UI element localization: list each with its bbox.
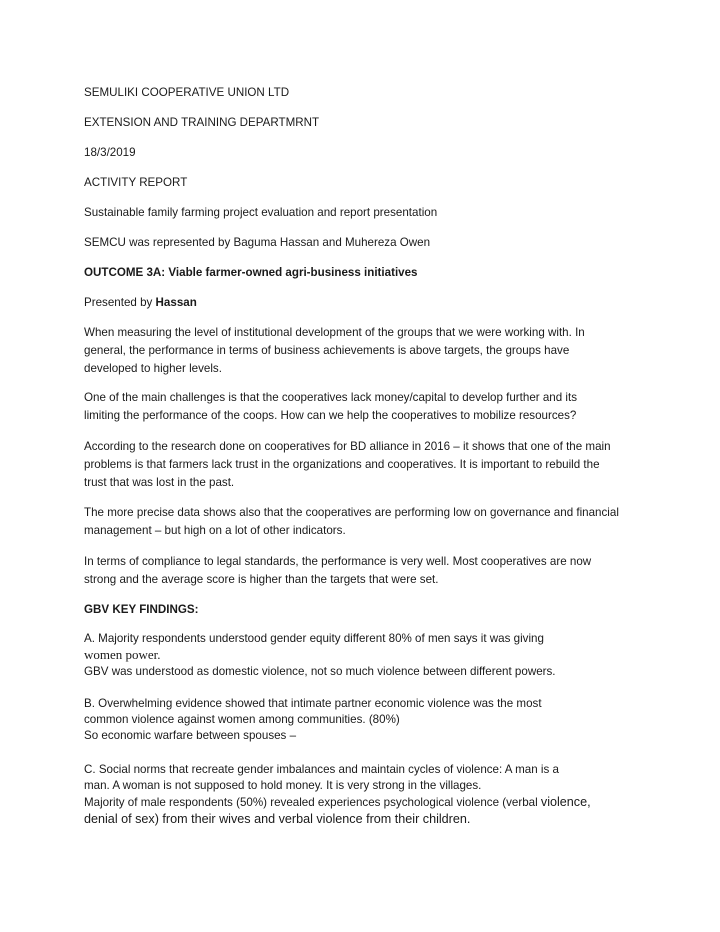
paragraph-4-line-1: The more precise data shows also that the cooperatives are performing low on governance and financial [84, 506, 619, 519]
paragraph-5-line-1: In terms of compliance to legal standards, the performance is very well. Most cooperatives are now [84, 555, 592, 568]
representation-line: SEMCU was represented by Baguma Hassan and Muhereza Owen [84, 236, 431, 249]
report-date: 18/3/2019 [84, 146, 136, 159]
outcome-heading: OUTCOME 3A: Viable farmer-owned agri-business initiatives [84, 266, 418, 279]
org-name: SEMULIKI COOPERATIVE UNION LTD [84, 86, 290, 99]
gbv-c-line-3-tail: violence, [540, 795, 591, 809]
paragraph-2-line-1: One of the main challenges is that the cooperatives lack money/capital to develop further and its [84, 391, 578, 404]
gbv-a-line-3: GBV was understood as domestic violence, not so much violence between different powers. [84, 665, 556, 678]
gbv-a-line-1: A. Majority respondents understood gender equity different 80% of men says it was giving [84, 632, 544, 645]
gbv-c-line-3 [84, 795, 591, 810]
gbv-c-line-4: denial of sex) from their wives and verbal violence from their children. [84, 812, 471, 826]
gbv-b-line-1: B. Overwhelming evidence showed that intimate partner economic violence was the most [84, 697, 542, 710]
gbv-heading: GBV KEY FINDINGS: [84, 603, 199, 616]
gbv-c-line-2: man. A woman is not supposed to hold money. It is very strong in the villages. [84, 779, 482, 792]
paragraph-3-line-3: trust that was lost in the past. [84, 476, 235, 489]
paragraph-1-line-1: When measuring the level of institutional development of the groups that we were working with. In [84, 326, 585, 339]
presenter-name: Hassan [155, 296, 197, 309]
department-name: EXTENSION AND TRAINING DEPARTMRNT [84, 116, 320, 129]
gbv-c-line-1: C. Social norms that recreate gender imbalances and maintain cycles of violence: A man is a [84, 763, 559, 776]
report-type: ACTIVITY REPORT [84, 176, 188, 189]
paragraph-4-line-2: management – but high on a lot of other indicators. [84, 524, 346, 537]
paragraph-1-line-3: developed to higher levels. [84, 362, 222, 375]
paragraph-3-line-1: According to the research done on cooperatives for BD alliance in 2016 – it shows that one of the main [84, 440, 611, 453]
gbv-c-line-3-text: Majority of male respondents (50%) revealed experiences psychological violence (verbal [84, 796, 541, 809]
presented-by-line [84, 296, 197, 310]
report-subject: Sustainable family farming project evaluation and report presentation [84, 206, 438, 219]
paragraph-5-line-2: strong and the average score is higher than the targets that were set. [84, 573, 439, 586]
paragraph-2-line-2: limiting the performance of the coops. How can we help the cooperatives to mobilize resources? [84, 409, 577, 422]
presented-by-prefix: Presented by [84, 296, 156, 309]
gbv-b-line-3: So economic warfare between spouses – [84, 729, 297, 742]
paragraph-1-line-2: general, the performance in terms of business achievements is above targets, the groups have [84, 344, 570, 357]
gbv-a-line-2: women power. [84, 647, 161, 662]
paragraph-3-line-2: problems is that farmers lack trust in the organizations and cooperatives. It is important to rebuild the [84, 458, 600, 471]
gbv-b-line-2: common violence against women among communities. (80%) [84, 713, 400, 726]
